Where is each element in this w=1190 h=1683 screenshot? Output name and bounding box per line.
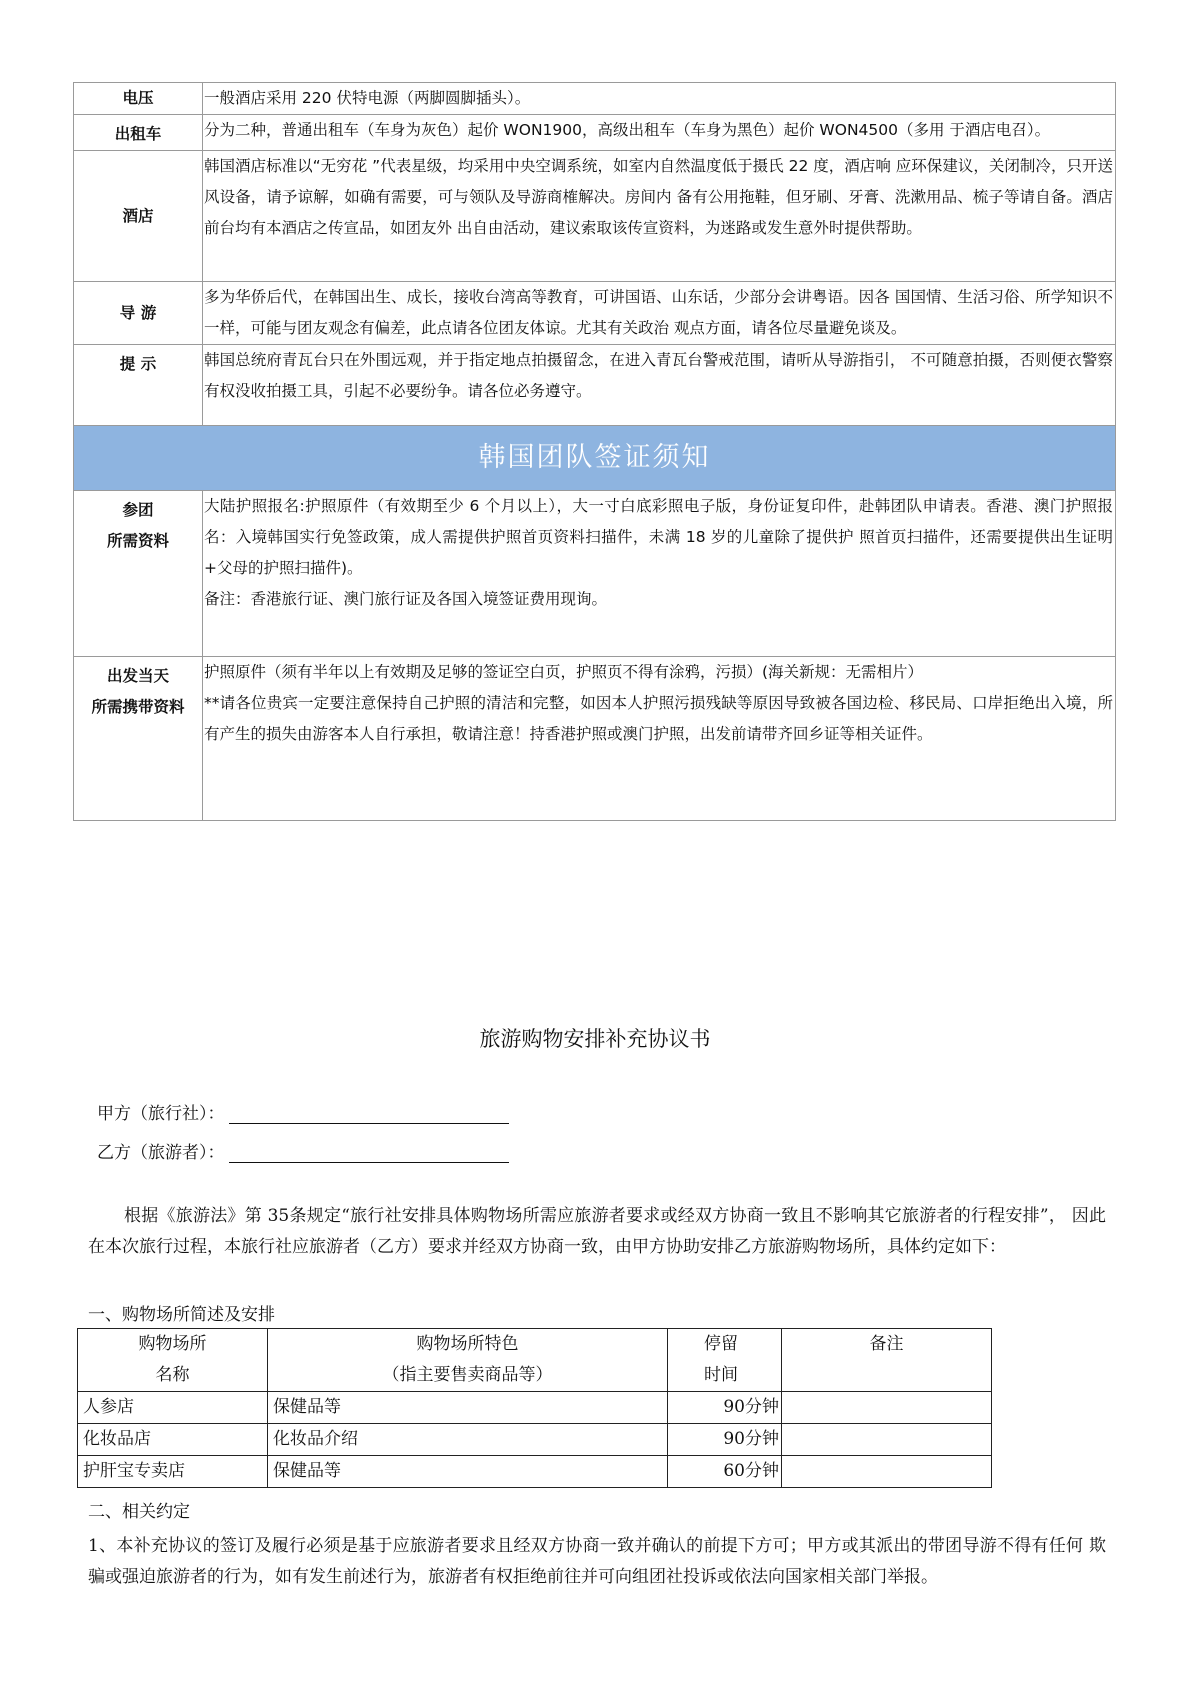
section-1-heading: 一、购物场所简述及安排: [88, 1305, 275, 1325]
table-row: [74, 83, 1116, 115]
shop-feature: 保健品等: [268, 1392, 668, 1424]
table-row: [78, 1424, 992, 1456]
visa-departure-warning: **请各位贵宾一定要注意保持自己护照的清洁和完整，如因本人护照污损残缺等原因导致被各国边检、移民局、口岸拒绝出入境，所有产生的损失由游客本人自行承担，敬请注意！持香港护照或澳门护照，出发前请带齐回乡证等相关证件。: [204, 694, 1113, 743]
table-row: [74, 426, 1116, 491]
row-text-guide: 多为华侨后代，在韩国出生、成长，接收台湾高等教育，可讲国语、山东话，少部分会讲粤语。因各 国国情、生活习俗、所学知识不一样，可能与团友观念有偏差，此点请各位团友体谅。尤其有关政治 观点方面，请各位尽量避免谈及。: [203, 282, 1116, 345]
party-b-field: [97, 1138, 509, 1163]
row-label-voltage: 电压: [74, 83, 203, 115]
table-row: [74, 345, 1116, 426]
table-row: [74, 282, 1116, 345]
shop-duration: 90分钟: [668, 1392, 782, 1424]
row-text-hotel: 韩国酒店标准以“无穷花 ”代表星级，均采用中央空调系统，如室内自然温度低于摄氏 22 度，酒店响 应环保建议，关闭制冷，只开送风设备，请予谅解，如确有需要，可与领队及导游商榷解决。房间内 备有公用拖鞋，但牙刷、牙膏、洗漱用品、梳子等请自备。酒店前台均有本酒店之传宣品，如团友外 出自由活动，建议索取该传宣资料，为迷路或发生意外时提供帮助。: [203, 151, 1116, 282]
party-b-signature-line[interactable]: [229, 1144, 509, 1163]
visa-label-join: [74, 491, 203, 657]
travel-info-table: [73, 82, 1116, 821]
col-header-stay: [668, 1329, 782, 1392]
shop-name: 人参店: [78, 1392, 268, 1424]
shop-remark[interactable]: [782, 1456, 992, 1488]
shop-remark[interactable]: [782, 1392, 992, 1424]
visa-label-join-line1: 参团: [122, 501, 154, 519]
table-row: [74, 657, 1116, 821]
col-header-feature-line2: （指主要售卖商品等）: [382, 1365, 553, 1385]
col-header-stay-line1: 停留: [704, 1334, 738, 1354]
visa-text-join: [203, 491, 1116, 657]
visa-join-paragraph: 大陆护照报名:护照原件（有效期至少 6 个月以上），大一寸白底彩照电子版，身份证复印件，赴韩团队申请表。香港、澳门护照报名：入境韩国实行免签政策，成人需提供护照首页资料扫描件，未满 18 岁的儿童除了提供护 照首页扫描件，还需要提供出生证明+父母的护照扫描件)。: [204, 497, 1113, 577]
party-a-field: [97, 1099, 509, 1124]
shop-duration: 60分钟: [668, 1456, 782, 1488]
visa-join-note: 备注：香港旅行证、澳门旅行证及各国入境签证费用现询。: [204, 590, 608, 608]
agreement-title: 旅游购物安排补充协议书: [479, 1027, 711, 1051]
agreement-intro: 根据《旅游法》第 35条规定“旅行社安排具体购物场所需应旅游者要求或经双方协商一致且不影响其它旅游者的行程安排”， 因此在本次旅行过程，本旅行社应旅游者（乙方）要求并经双方协商一致，由甲方协助安排乙方旅游购物场所，具体约定如下：: [88, 1206, 1106, 1257]
col-header-name-line2: 名称: [155, 1365, 190, 1385]
row-label-hotel: 酒店: [74, 151, 203, 282]
col-header-name: [78, 1329, 268, 1392]
party-a-label: 甲方（旅行社）：: [97, 1104, 225, 1124]
party-b-label: 乙方（旅游者）：: [97, 1143, 225, 1163]
col-header-feature-line1: 购物场所特色: [416, 1334, 519, 1354]
col-header-stay-line2: 时间: [704, 1365, 738, 1385]
table-row: [78, 1392, 992, 1424]
table-header-row: [78, 1329, 992, 1392]
row-text-tips: 韩国总统府青瓦台只在外围远观，并于指定地点拍摄留念，在进入青瓦台警戒范围，请听从导游指引， 不可随意拍摄，否则便衣警察有权没收拍摄工具，引起不必要纷争。请各位必务遵守。: [203, 345, 1116, 426]
shop-feature: 保健品等: [268, 1456, 668, 1488]
party-a-signature-line[interactable]: [229, 1105, 509, 1124]
shop-name: 化妆品店: [78, 1424, 268, 1456]
visa-text-departure: [203, 657, 1116, 821]
clause-1: 1、本补充协议的签订及履行必须是基于应旅游者要求且经双方协商一致并确认的前提下方可；甲方或其派出的带团导游不得有任何 欺骗或强迫旅游者的行为，如有发生前述行为，旅游者有权拒绝前往并可向组团社投诉或依法向国家相关部门举报。: [88, 1536, 1106, 1587]
shop-duration: 90分钟: [668, 1424, 782, 1456]
visa-departure-paragraph: 护照原件（须有半年以上有效期及足够的签证空白页，护照页不得有涂鸦，污损）(海关新规：无需相片）: [204, 663, 924, 681]
visa-notice-banner: 韩国团队签证须知: [74, 426, 1116, 491]
row-label-tips: 提 示: [74, 345, 203, 426]
visa-label-departure-line2: 所需携带资料: [91, 698, 185, 716]
row-label-taxi: 出租车: [74, 115, 203, 151]
visa-label-join-line2: 所需资料: [106, 532, 169, 550]
row-text-voltage: 一般酒店采用 220 伏特电源（两脚圆脚插头）。: [203, 83, 1116, 115]
visa-label-departure-line1: 出发当天: [106, 667, 169, 685]
table-row: [78, 1456, 992, 1488]
table-row: [74, 115, 1116, 151]
shop-name: 护肝宝专卖店: [78, 1456, 268, 1488]
col-header-name-line1: 购物场所: [138, 1334, 207, 1354]
visa-label-departure: [74, 657, 203, 821]
col-header-feature: [268, 1329, 668, 1392]
table-row: [74, 151, 1116, 282]
shop-feature: 化妆品介绍: [268, 1424, 668, 1456]
col-header-remark: 备注: [782, 1329, 992, 1392]
shopping-table: [77, 1328, 992, 1488]
table-row: [74, 491, 1116, 657]
row-label-guide: 导 游: [74, 282, 203, 345]
row-text-taxi: 分为二种，普通出租车（车身为灰色）起价 WON1900，高级出租车（车身为黑色）起价 WON4500（多用 于酒店电召）。: [203, 115, 1116, 151]
section-2-heading: 二、相关约定: [88, 1502, 190, 1522]
shop-remark[interactable]: [782, 1424, 992, 1456]
